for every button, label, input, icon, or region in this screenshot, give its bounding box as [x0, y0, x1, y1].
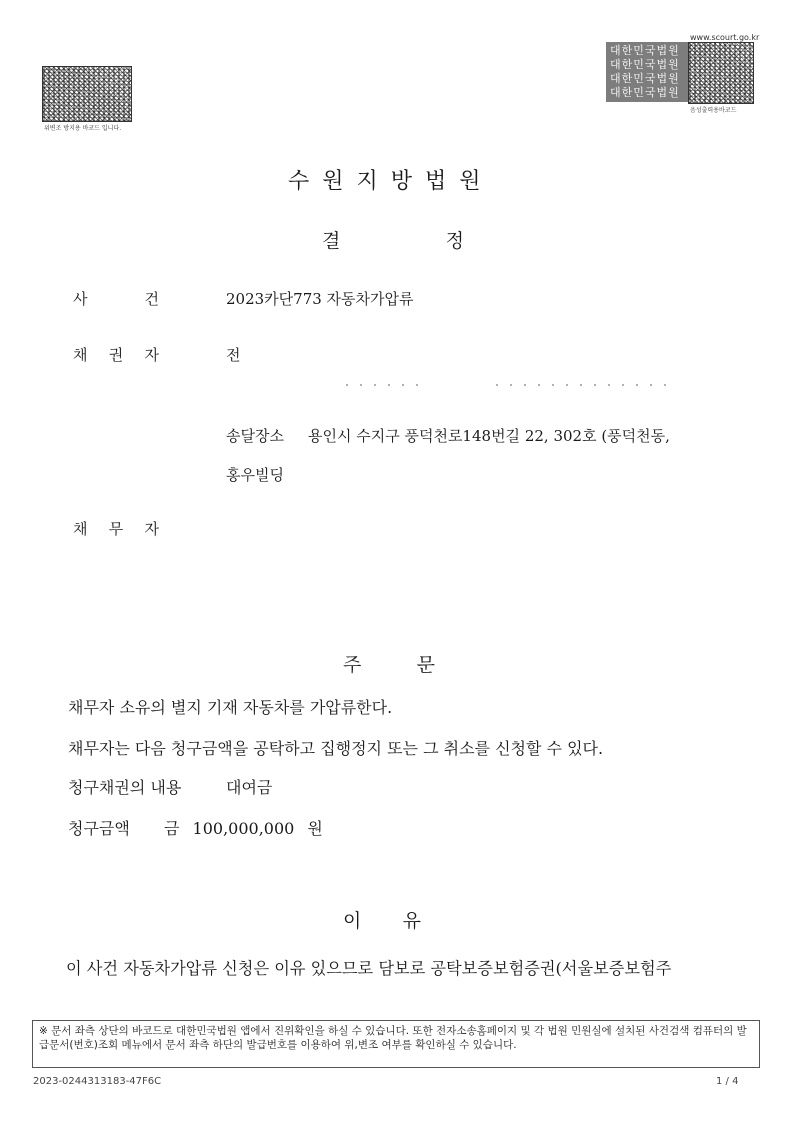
- order-heading: [343, 650, 435, 677]
- seal-line: 대한민국법원: [610, 72, 680, 85]
- label-char: 주: [343, 654, 362, 676]
- service-address-label: 송달장소: [226, 427, 284, 445]
- authenticity-barcode: [42, 66, 132, 122]
- label-char: 무: [108, 520, 124, 538]
- court-name: 수원지방법원: [288, 169, 494, 194]
- debtor-label: [73, 518, 159, 539]
- creditor-name: 전: [226, 346, 241, 364]
- service-address: 용인시 수지구 풍덕천로148번길 22, 302호 (풍덕천동,: [308, 427, 670, 445]
- claim-content-label: 청구채권의 내용: [68, 778, 182, 797]
- audio-barcode: [688, 42, 754, 104]
- doc-type-heading: [322, 226, 464, 252]
- service-address-cont: 홍우빌딩: [226, 466, 284, 484]
- redaction-line: [340, 384, 420, 386]
- claim-amount-value: 금 100,000,000 원: [164, 819, 323, 838]
- label-char: 문: [416, 654, 435, 676]
- reason-line-1: 이 사건 자동차가압류 신청은 이유 있으므로 담보로 공탁보증보험증권(서울보증보험주: [66, 959, 672, 978]
- case-number: 2023카단773 자동차가압류: [226, 290, 414, 308]
- creditor-label: [73, 344, 159, 365]
- audio-barcode-caption: 음성출력용바코드: [690, 107, 737, 114]
- label-char: 사: [73, 290, 88, 308]
- label-char: 이: [343, 910, 362, 932]
- label-char: 건: [144, 290, 159, 308]
- page-number: 1 / 4: [716, 1076, 739, 1087]
- court-seal-watermark: [606, 42, 688, 102]
- authenticity-barcode-caption: 위변조 방지용 바코드 입니다.: [44, 125, 122, 132]
- seal-line: 대한민국법원: [610, 58, 680, 71]
- reason-heading-text: [343, 906, 421, 933]
- reason-heading: [343, 906, 421, 933]
- order-line-1: 채무자 소유의 별지 기재 자동차를 가압류한다.: [68, 698, 393, 717]
- label-char: 유: [402, 910, 421, 932]
- seal-line: 대한민국법원: [610, 44, 680, 57]
- doc-type-text: [322, 226, 464, 253]
- label-char: 채: [73, 346, 88, 364]
- redaction-line: [490, 384, 670, 386]
- claim-content-value: 대여금: [226, 778, 273, 797]
- seal-line: 대한민국법원: [610, 86, 680, 99]
- label-char: 채: [73, 520, 88, 538]
- label-char: 정: [445, 230, 464, 252]
- site-url: www.scourt.go.kr: [690, 33, 760, 42]
- case-label: [73, 288, 159, 309]
- label-char: 자: [144, 346, 159, 364]
- case-label-text: [73, 288, 159, 309]
- label-char: 결: [322, 230, 341, 252]
- authenticity-notice: ※ 문서 좌측 상단의 바코드로 대한민국법원 앱에서 진위확인을 하실 수 있습니다. 또한 전자소송홈페이지 및 각 법원 민원실에 설치된 사건검색 컴퓨터의 발급문서(번호)조회 메뉴에서 문서 좌측 하단의 발급번호를 이용하여 위,변조 여부를 확인하실 수 있습니다.: [32, 1020, 760, 1068]
- label-char: 권: [108, 346, 124, 364]
- order-line-2: 채무자는 다음 청구금액을 공탁하고 집행정지 또는 그 취소를 신청할 수 있다.: [68, 739, 604, 758]
- label-char: 자: [144, 520, 159, 538]
- debtor-label-text: [73, 518, 159, 539]
- claim-amount-label: 청구금액: [68, 819, 130, 838]
- issue-number: 2023-0244313183-47F6C: [33, 1076, 162, 1087]
- creditor-label-text: [73, 344, 159, 365]
- order-heading-text: [343, 650, 435, 677]
